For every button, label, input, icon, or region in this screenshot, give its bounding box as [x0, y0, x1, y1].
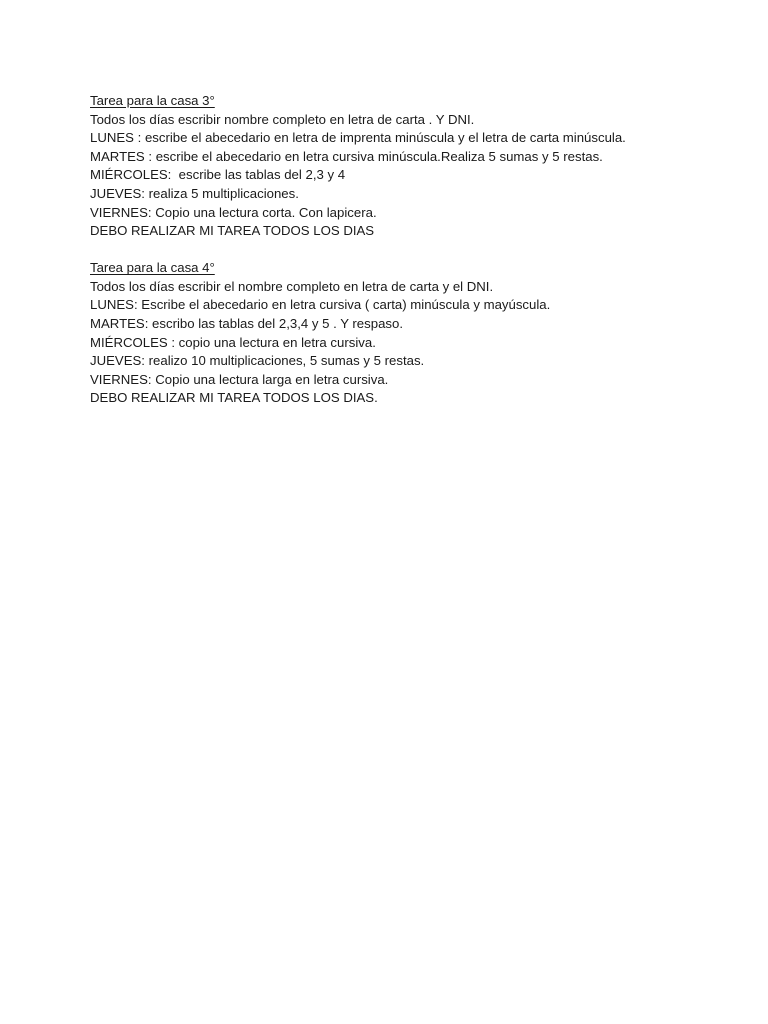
- homework-section-3: [90, 92, 730, 241]
- instruction-line: Todos los días escribir el nombre completo en letra de carta y el DNI.: [90, 278, 494, 294]
- homework-section-4: [90, 259, 730, 408]
- instruction-line: MARTES: escribo las tablas del 2,3,4 y 5 . Y respaso.: [90, 316, 403, 332]
- instruction-line: DEBO REALIZAR MI TAREA TODOS LOS DIAS.: [90, 390, 378, 406]
- instruction-line: MARTES : escribe el abecedario en letra cursiva minúscula.Realiza 5 sumas y 5 restas.: [90, 148, 603, 164]
- instruction-line: LUNES: Escribe el abecedario en letra cursiva ( carta) minúscula y mayúscula.: [90, 297, 551, 313]
- instruction-line: JUEVES: realizo 10 multiplicaciones, 5 sumas y 5 restas.: [90, 353, 425, 369]
- section-heading: Tarea para la casa 4°: [90, 260, 215, 276]
- document-body: [90, 92, 730, 427]
- instruction-line: VIERNES: Copio una lectura corta. Con lapicera.: [90, 204, 377, 220]
- instruction-line: LUNES : escribe el abecedario en letra de imprenta minúscula y el letra de carta minúscula.: [90, 130, 626, 146]
- instruction-line: MIÉRCOLES : copio una lectura en letra cursiva.: [90, 334, 376, 350]
- instruction-line: VIERNES: Copio una lectura larga en letra cursiva.: [90, 371, 389, 387]
- instruction-line: JUEVES: realiza 5 multiplicaciones.: [90, 185, 299, 201]
- instruction-line: DEBO REALIZAR MI TAREA TODOS LOS DIAS: [90, 223, 375, 239]
- instruction-line: Todos los días escribir nombre completo en letra de carta . Y DNI.: [90, 111, 475, 127]
- instruction-line: MIÉRCOLES: escribe las tablas del 2,3 y 4: [90, 167, 346, 183]
- section-heading: Tarea para la casa 3°: [90, 93, 215, 108]
